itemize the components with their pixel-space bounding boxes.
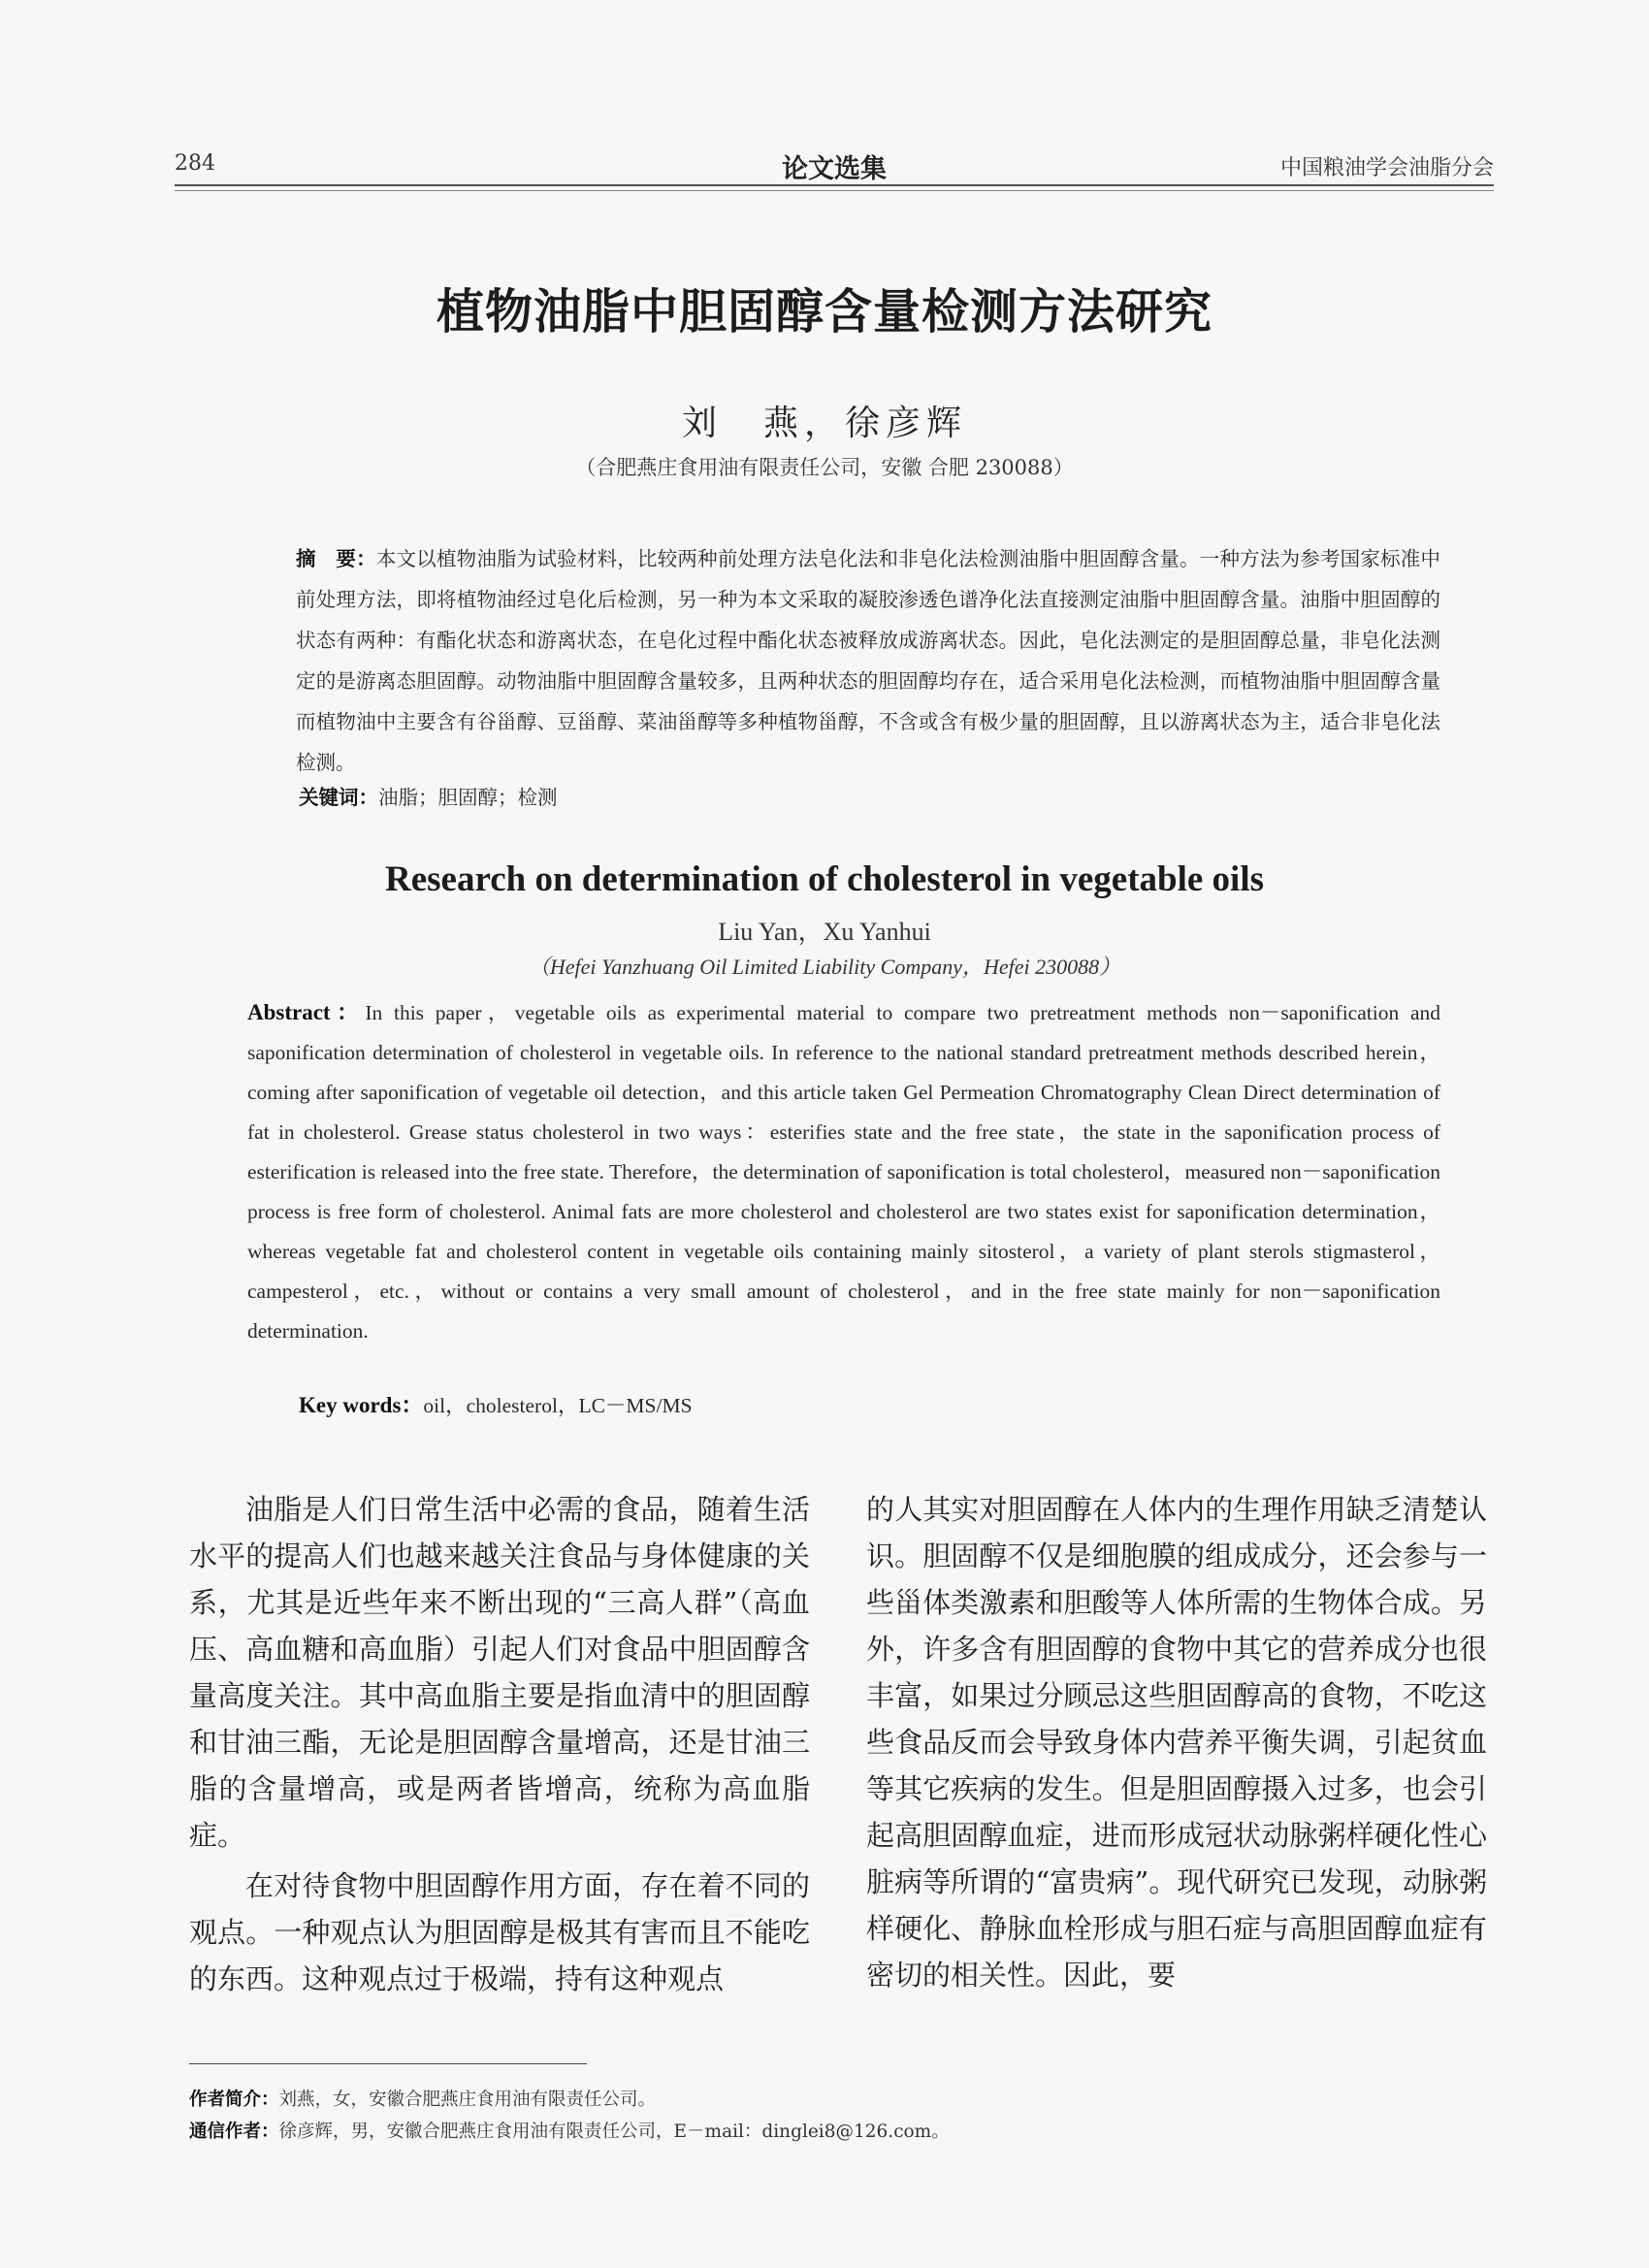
affiliation-english: （Hefei Yanzhuang Oil Limited Liability Company，Hefei 230088）	[528, 955, 1121, 979]
keywords-text-cn: 油脂；胆固醇；检测	[378, 786, 558, 809]
journal-title: 论文选集	[782, 154, 887, 184]
header-rule	[175, 184, 1494, 186]
footnote-author-label: 作者简介：	[189, 2090, 279, 2110]
body-column-left	[189, 1486, 810, 2002]
abstract-label-cn: 摘 要：	[296, 547, 376, 570]
page-number: 284	[175, 151, 215, 176]
title-english: Research on determination of cholesterol in vegetable oils	[384, 859, 1265, 899]
footnote-corr-label: 通信作者：	[189, 2122, 279, 2142]
keywords-english	[299, 1387, 693, 1419]
abstract-english	[247, 992, 1440, 1351]
body-paragraph: 的人其实对胆固醇在人体内的生理作用缺乏清楚认识。胆固醇不仅是细胞膜的组成成分，还会参与一些甾体类激素和胆酸等人体所需的生物体合成。另外，许多含有胆固醇的食物中其它的营养成分也很丰富，如果过分顾忌这些胆固醇高的食物，不吃这些食品反而会导致身体内营养平衡失调，引起贫血等其它疾病的发生。但是胆固醇摄入过多，也会引起高胆固醇血症，进而形成冠状动脉粥样硬化性心脏病等所谓的“富贵病”。现代研究已发现，动脉粥样硬化、静脉血栓形成与胆石症与高胆固醇血症有密切的相关性。因此，要	[866, 1493, 1487, 1992]
society-name: 中国粮油学会油脂分会	[1279, 156, 1494, 180]
abstract-label-en: Abstract：	[247, 1000, 366, 1024]
header-rule-thin	[175, 190, 1494, 191]
title-chinese: 植物油脂中胆固醇含量检测方法研究	[436, 284, 1212, 340]
abstract-text-en: In this paper，vegetable oils as experimental material to compare two pretreatment methods non－saponification and saponification determination of cholesterol in vegetable oils. In reference to the national standard pretreatment methods described herein，coming after saponification of vegetable oil detection，and this article taken Gel Permeation Chromatography Clean Direct determination of fat in cholesterol. Grease status cholesterol in two ways：esterifies state and the free state，the state in the saponification process of esterification is released into the free state. Therefore，the determination of saponification is total cholesterol，measured non－saponification process is free form of cholesterol. Animal fats are more cholesterol and cholesterol are two states exist for saponification determination，whereas vegetable fat and cholesterol content in vegetable oils containing mainly sitosterol，a variety of plant sterols stigmasterol，campesterol，etc.，without or contains a very small amount of cholesterol，and in the free state mainly for non－saponification determination.	[247, 1001, 1440, 1343]
body-paragraph: 在对待食物中胆固醇作用方面，存在着不同的观点。一种观点认为胆固醇是极其有害而且不能吃的东西。这种观点过于极端，持有这种观点	[189, 1869, 810, 1995]
footnote-corr-text: 徐彦辉，男，安徽合肥燕庄食用油有限责任公司，E－mail：dinglei8@126.com。	[278, 2122, 950, 2142]
keywords-label-cn: 关键词：	[299, 786, 378, 809]
keywords-chinese	[299, 781, 558, 810]
footnote-author-text: 刘燕，女，安徽合肥燕庄食用油有限责任公司。	[278, 2090, 657, 2110]
keywords-label-en: Key words：	[299, 1393, 424, 1417]
affiliation-chinese: （合肥燕庄食用油有限责任公司，安徽 合肥 230088）	[575, 456, 1074, 479]
authors-english: Liu Yan，Xu Yanhui	[718, 918, 931, 946]
abstract-text-cn: 本文以植物油脂为试验材料，比较两种前处理方法皂化法和非皂化法检测油脂中胆固醇含量。一种方法为参考国家标准中前处理方法，即将植物油经过皂化后检测，另一种为本文采取的凝胶渗透色谱净化法直接测定油脂中胆固醇含量。油脂中胆固醇的状态有两种：有酯化状态和游离状态，在皂化过程中酯化状态被释放成游离状态。因此，皂化法测定的是胆固醇总量，非皂化法测定的是游离态胆固醇。动物油脂中胆固醇含量较多，且两种状态的胆固醇均存在，适合采用皂化法检测，而植物油脂中胆固醇含量而植物油中主要含有谷甾醇、豆甾醇、菜油甾醇等多种植物甾醇，不含或含有极少量的胆固醇，且以游离状态为主，适合非皂化法检测。	[296, 547, 1441, 774]
running-header	[175, 146, 1494, 184]
authors-chinese: 刘 燕，徐彦辉	[681, 404, 967, 443]
abstract-chinese	[296, 538, 1440, 783]
footnote-author	[189, 2086, 656, 2111]
footnote-correspondence	[189, 2118, 950, 2143]
body-column-right	[866, 1486, 1487, 1998]
keywords-text-en: oil，cholesterol，LC－MS/MS	[423, 1394, 693, 1417]
body-paragraph: 油脂是人们日常生活中必需的食品，随着生活水平的提高人们也越来越关注食品与身体健康的关系，尤其是近些年来不断出现的“三高人群”（高血压、高血糖和高血脂）引起人们对食品中胆固醇含量高度关注。其中高血脂主要是指血清中的胆固醇和甘油三酯，无论是胆固醇含量增高，还是甘油三脂的含量增高，或是两者皆增高，统称为高血脂症。	[189, 1493, 810, 1852]
footnote-rule	[189, 2063, 587, 2064]
